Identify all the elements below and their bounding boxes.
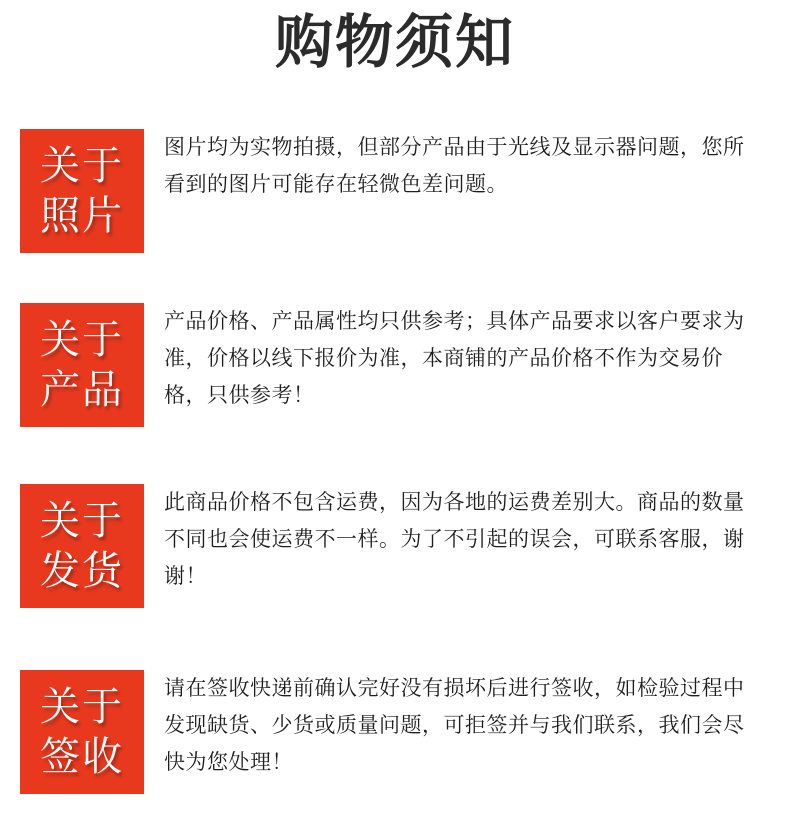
section-description: 产品价格、产品属性均只供参考；具体产品要求以客户要求为准，价格以线下报价为准，本商铺的产品价格不作为交易价格，只供参考！	[164, 309, 745, 407]
badge-line-2: 产品	[40, 367, 124, 413]
badge-line-1: 关于	[40, 317, 124, 363]
badge-line-1: 关于	[40, 498, 124, 544]
badge-photos	[20, 129, 144, 253]
badge-shipping	[20, 484, 144, 608]
page-title: 购物须知	[274, 8, 515, 76]
badge-products	[20, 303, 144, 427]
badge-receipt	[20, 670, 144, 794]
badge-line-1: 关于	[40, 684, 124, 730]
section-description: 此商品价格不包含运费，因为各地的运费差别大。商品的数量不同也会使运费不一样。为了不引起的误会，可联系客服，谢谢！	[164, 490, 745, 588]
section-description: 图片均为实物拍摄，但部分产品由于光线及显示器问题，您所看到的图片可能存在轻微色差问题。	[164, 135, 745, 196]
badge-line-2: 签收	[40, 734, 124, 780]
badge-line-2: 发货	[40, 548, 124, 594]
badge-line-2: 照片	[40, 193, 124, 239]
section-description: 请在签收快递前确认完好没有损坏后进行签收，如检验过程中发现缺货、少货或质量问题，可拒签并与我们联系，我们会尽快为您处理！	[164, 676, 745, 774]
badge-line-1: 关于	[40, 143, 124, 189]
